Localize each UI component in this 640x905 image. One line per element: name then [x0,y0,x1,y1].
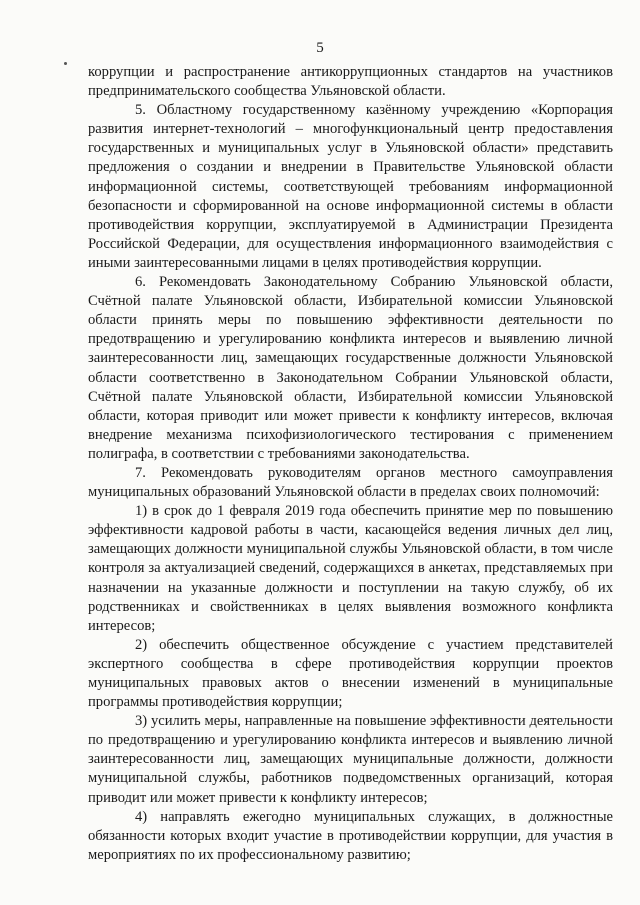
margin-mark [64,62,67,65]
paragraph-item-6: 6. Рекомендовать Законодательному Собранию Ульяновской области, Счётной палате Ульяновской области, Избирательной комиссии Ульяновской области принять меры по повышению эффективности деятельности по предотвращению и урегулированию конфликта интересов и выявлению личной заинтересованности лиц, замещающих государственные должности Ульяновской области соответственно в Законодательном Собрании Ульяновской области, Счётной палате Ульяновской области, Избирательной комиссии Ульяновской области, которая приводит или может привести к конфликту интересов, включая внедрение механизма психофизиологического тестирования с применением полиграфа, в соответствии с требованиями законодательства. [88,274,613,462]
subitem-1: 1) в срок до 1 февраля 2019 года обеспечить принятие мер по повышению эффективности кадровой работы в части, касающейся ведения личных дел лиц, замещающих должности муниципальной службы Ульяновской области, в том числе контроля за актуализацией сведений, содержащихся в анкетах, представляемых при назначении на указанные должности и поступлении на такую службу, об их родственниках и свойственниках в целях выявления возможного конфликта интересов; [88,503,613,634]
document-body [88,63,613,865]
subitem-2: 2) обеспечить общественное обсуждение с участием представителей экспертного сообщества в сфере противодействия коррупции проектов муниципальных правовых актов о внесении изменений в муниципальные программы противодействия коррупции; [88,636,613,711]
paragraph-continuation: коррупции и распространение антикоррупционных стандартов на участников предпринимательского сообщества Ульяновской области. [88,64,613,100]
page-number: 5 [316,40,324,56]
subitem-3: 3) усилить меры, направленные на повышение эффективности деятельности по предотвращению и урегулированию конфликта интересов и выявлению личной заинтересованности лиц, замещающих муниципальные должности, должности муниципальной службы, работников подведомственных организаций, которая приводит или может привести к конфликту интересов; [88,713,613,806]
paragraph-item-7: 7. Рекомендовать руководителям органов местного самоуправления муниципальных образований Ульяновской области в пределах своих полномочий: [88,464,613,501]
paragraph-item-5: 5. Областному государственному казённому учреждению «Корпорация развития интернет-технологий – многофункциональный центр предоставления государственных и муниципальных услуг в Ульяновской области» представить предложения о создании и внедрении в Правительстве Ульяновской области информационной системы, соответствующей требованиям информационной безопасности и сформированной на основе информационной системы в области противодействия коррупции, эксплуатируемой в Администрации Президента Российской Федерации, для осуществления информационного взаимодействия с иными заинтересованными лицами в целях противодействия коррупции. [88,102,613,271]
subitem-4: 4) направлять ежегодно муниципальных служащих, в должностные обязанности которых входит участие в противодействии коррупции, для участия в мероприятиях по их профессиональному развитию; [88,808,613,863]
